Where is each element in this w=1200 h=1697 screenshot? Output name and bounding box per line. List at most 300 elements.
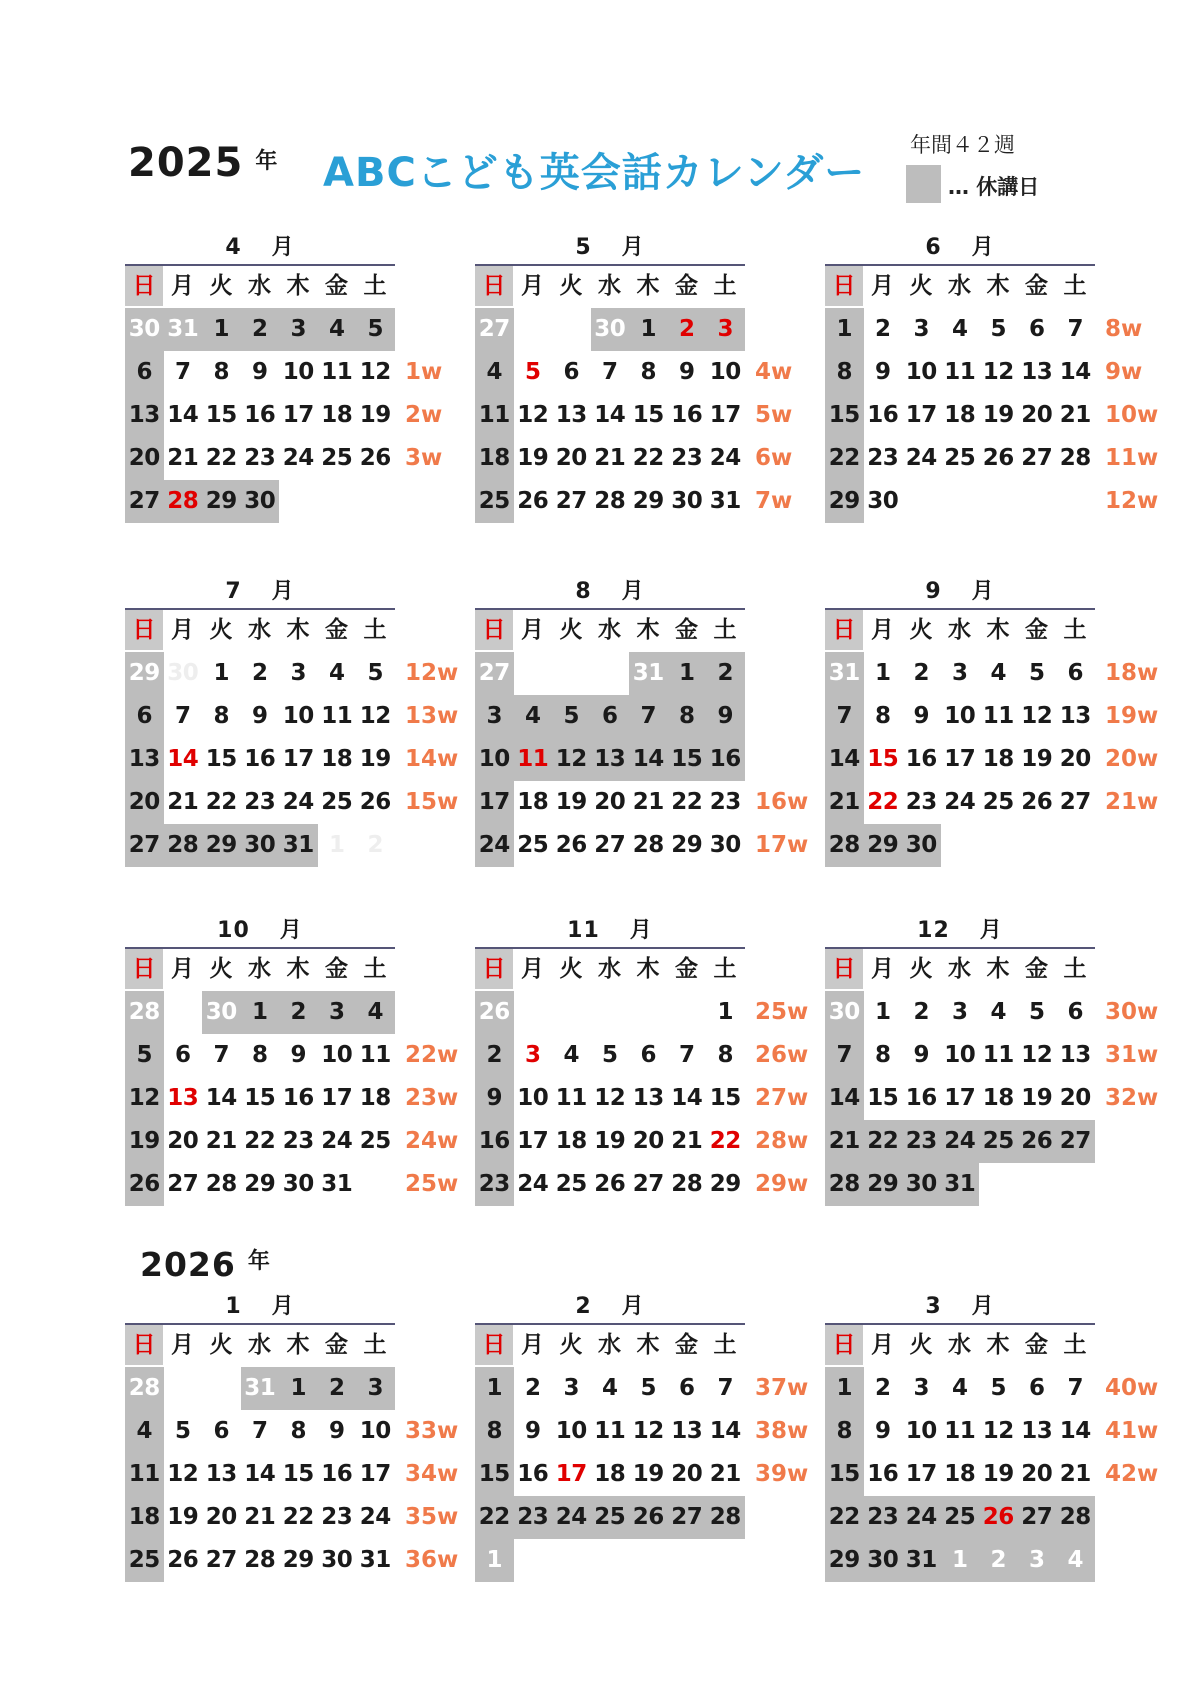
day-cell: 25 [475, 480, 514, 523]
weekday-label: 木 [636, 1332, 660, 1358]
day-cell: 11 [475, 394, 514, 437]
day-cell: 16 [517, 1461, 549, 1487]
weekday-label: 日 [825, 1325, 863, 1365]
day-cell: 21 [167, 445, 199, 471]
week-number-label: 1w [405, 359, 443, 385]
weekday-label: 日 [475, 610, 513, 650]
day-cell: 21 [825, 781, 864, 824]
day-cell: 27 [555, 488, 587, 514]
holiday-legend-swatch [906, 165, 941, 203]
week-number-label: 20w [1105, 746, 1159, 772]
day-cell: 5 [640, 1375, 656, 1401]
year-suffix: 年 [247, 1249, 270, 1274]
day-cell: 19 [555, 789, 587, 815]
empty-cell [202, 1367, 241, 1410]
day-cell: 2 [475, 1034, 514, 1077]
day-cell: 24 [282, 445, 314, 471]
day-cell: 21 [632, 789, 664, 815]
day-cell: 26 [517, 488, 549, 514]
weekday-label: 月 [171, 617, 194, 643]
day-cell: 13 [1059, 703, 1091, 729]
day-cell: 26 [359, 789, 391, 815]
day-cell: 10 [555, 1418, 587, 1444]
weekday-label: 月 [521, 273, 544, 299]
day-cell: 28 [205, 1171, 237, 1197]
day-cell: 13 [167, 1085, 199, 1111]
day-cell: 18 [982, 746, 1014, 772]
day-cell: 6 [1028, 1375, 1045, 1401]
day-cell: 26 [475, 991, 514, 1034]
day-cell: 23 [282, 1128, 314, 1154]
day-cell: 22 [205, 445, 237, 471]
day-cell: 5 [552, 695, 591, 738]
day-cell: 23 [475, 1163, 514, 1206]
month-title [475, 574, 745, 605]
day-cell: 24 [902, 1496, 941, 1539]
day-cell: 27 [125, 824, 164, 867]
month-title [475, 1289, 745, 1320]
day-cell: 25 [982, 789, 1014, 815]
holiday-legend-label: … 休講日 [948, 175, 1040, 199]
week-number-label: 29w [755, 1171, 809, 1197]
month-block [825, 230, 1185, 530]
weekday-header [125, 264, 395, 306]
week-number-label: 38w [755, 1418, 809, 1444]
day-cell: 22 [671, 789, 703, 815]
day-cell: 28 [1059, 445, 1091, 471]
week-number-label: 10w [1105, 402, 1159, 428]
day-cell: 10 [709, 359, 741, 385]
day-cell: 19 [632, 1461, 664, 1487]
day-cell: 13 [1059, 1042, 1091, 1068]
weekday-label: 火 [209, 273, 233, 299]
day-cell: 24 [517, 1171, 549, 1197]
day-cell: 4 [125, 1410, 164, 1453]
day-cell: 3 [951, 999, 968, 1025]
day-cell: 17 [905, 402, 937, 428]
day-cell: 19 [1021, 746, 1053, 772]
day-cell: 2 [913, 999, 929, 1025]
year-suffix: 年 [255, 149, 278, 174]
weekday-header [475, 1323, 745, 1365]
day-cell: 15 [282, 1461, 314, 1487]
weekday-label: 日 [825, 949, 863, 989]
day-cell: 9 [874, 359, 891, 385]
month-block [125, 230, 485, 530]
day-cell: 15 [825, 1453, 864, 1496]
day-cell: 8 [825, 351, 864, 394]
weekday-label: 月 [871, 1332, 894, 1358]
day-cell: 4 [951, 1375, 968, 1401]
day-cell: 24 [282, 789, 314, 815]
day-cell: 12 [552, 738, 591, 781]
day-cell: 17 [282, 402, 314, 428]
weekday-label: 土 [1063, 1332, 1087, 1358]
day-cell: 7 [825, 695, 864, 738]
month-block [825, 1289, 1185, 1589]
day-cell: 1 [874, 999, 891, 1025]
day-cell: 22 [244, 1128, 276, 1154]
day-cell: 11 [594, 1418, 626, 1444]
week-number-label: 40w [1105, 1375, 1159, 1401]
weekday-label: 木 [286, 617, 310, 643]
day-cell: 29 [125, 652, 164, 695]
day-cell: 7 [601, 359, 618, 385]
day-cell: 10 [282, 703, 314, 729]
day-cell: 30 [321, 1547, 353, 1573]
week-number-label: 12w [1105, 488, 1159, 514]
day-cell: 3 [1018, 1539, 1057, 1582]
day-cell: 20 [1021, 402, 1053, 428]
day-cell: 7 [629, 695, 668, 738]
weekday-label: 火 [909, 956, 933, 982]
day-cell: 7 [1067, 1375, 1083, 1401]
day-cell: 5 [524, 359, 541, 385]
day-cell: 11 [944, 1418, 976, 1444]
weekday-label: 火 [909, 617, 933, 643]
month-block [825, 913, 1185, 1213]
day-cell: 8 [213, 703, 229, 729]
weekday-label: 土 [713, 617, 737, 643]
day-cell: 21 [244, 1504, 276, 1530]
day-cell: 25 [125, 1539, 164, 1582]
month-title [125, 913, 395, 944]
day-cell: 20 [1059, 746, 1091, 772]
week-number-label: 25w [405, 1171, 459, 1197]
month-number: 11 [567, 918, 600, 943]
week-number-label: 13w [405, 703, 459, 729]
day-cell: 27 [1018, 1496, 1057, 1539]
day-cell: 24 [475, 824, 514, 867]
weekday-label: 水 [598, 617, 621, 643]
day-cell: 31 [709, 488, 741, 514]
month-suffix: 月 [629, 918, 653, 943]
weekday-header [475, 608, 745, 650]
day-cell: 26 [1021, 789, 1053, 815]
day-cell: 18 [125, 1496, 164, 1539]
day-cell: 13 [1021, 359, 1053, 385]
day-cell: 7 [174, 703, 191, 729]
week-number-label: 8w [1105, 316, 1143, 342]
weekday-label: 金 [1025, 956, 1048, 982]
day-cell: 2 [367, 832, 383, 858]
day-cell: 25 [941, 1496, 980, 1539]
weekday-label: 水 [598, 956, 621, 982]
day-cell: 9 [678, 359, 695, 385]
day-cell: 2 [251, 660, 268, 686]
weekday-label: 日 [475, 1325, 513, 1365]
day-cell: 16 [867, 402, 899, 428]
day-cell: 16 [905, 1085, 937, 1111]
day-cell: 11 [514, 738, 553, 781]
week-number-label: 26w [755, 1042, 809, 1068]
day-cell: 30 [671, 488, 703, 514]
day-cell: 20 [555, 445, 587, 471]
day-cell: 8 [874, 1042, 891, 1068]
day-cell: 16 [244, 746, 276, 772]
day-cell: 28 [244, 1547, 276, 1573]
day-cell: 24 [905, 445, 937, 471]
day-cell: 4 [951, 316, 968, 342]
day-cell: 12 [982, 1418, 1014, 1444]
weekday-label: 火 [559, 1332, 583, 1358]
month-title [825, 913, 1095, 944]
day-cell: 20 [205, 1504, 237, 1530]
month-number: 7 [225, 579, 242, 604]
day-cell: 26 [555, 832, 587, 858]
day-cell: 28 [594, 488, 626, 514]
week-number-label: 28w [755, 1128, 809, 1154]
week-number-label: 18w [1105, 660, 1159, 686]
day-cell: 30 [125, 308, 164, 351]
day-cell: 1 [825, 1367, 864, 1410]
week-number-label: 24w [405, 1128, 459, 1154]
day-cell: 29 [202, 824, 241, 867]
weekday-header [125, 1323, 395, 1365]
day-cell: 6 [1028, 316, 1045, 342]
day-cell: 18 [982, 1085, 1014, 1111]
day-cell: 16 [706, 738, 745, 781]
day-cell: 9 [913, 1042, 929, 1068]
day-cell: 8 [251, 1042, 268, 1068]
weekday-label: 金 [1025, 273, 1048, 299]
day-cell: 24 [944, 789, 976, 815]
day-cell: 1 [941, 1539, 980, 1582]
weekday-label: 日 [125, 266, 163, 306]
day-cell: 19 [359, 402, 391, 428]
day-cell: 9 [524, 1418, 541, 1444]
day-cell: 2 [241, 308, 280, 351]
day-cell: 19 [1021, 1085, 1053, 1111]
day-cell: 21 [167, 789, 199, 815]
day-cell: 13 [205, 1461, 237, 1487]
day-cell: 4 [990, 999, 1006, 1025]
day-cell: 1 [668, 652, 707, 695]
day-cell: 17 [555, 1461, 587, 1487]
day-cell: 18 [321, 402, 353, 428]
day-cell: 12 [517, 402, 549, 428]
year-number: 2025 [128, 140, 244, 186]
day-cell: 3 [356, 1367, 395, 1410]
weekday-label: 土 [713, 1332, 737, 1358]
day-cell: 10 [359, 1418, 391, 1444]
day-cell: 28 [1056, 1496, 1095, 1539]
day-cell: 10 [282, 359, 314, 385]
day-cell: 29 [825, 1539, 864, 1582]
year-heading-2026 [140, 1245, 270, 1284]
day-cell: 27 [475, 652, 514, 695]
day-cell: 3 [475, 695, 514, 738]
day-cell: 24 [709, 445, 741, 471]
calendar-title: ABCこども英会話カレンダー [323, 150, 866, 196]
day-cell: 4 [1056, 1539, 1095, 1582]
day-cell: 22 [867, 789, 899, 815]
day-cell: 26 [359, 445, 391, 471]
day-cell: 6 [640, 1042, 656, 1068]
day-cell: 28 [164, 824, 203, 867]
day-cell: 18 [359, 1085, 391, 1111]
day-cell: 14 [709, 1418, 741, 1444]
weekday-label: 火 [559, 956, 583, 982]
day-cell: 27 [205, 1547, 237, 1573]
day-cell: 16 [905, 746, 937, 772]
day-cell: 3 [279, 308, 318, 351]
day-cell: 30 [167, 660, 199, 686]
day-cell: 31 [241, 1367, 280, 1410]
weekday-label: 金 [675, 273, 698, 299]
day-cell: 25 [979, 1120, 1018, 1163]
day-cell: 5 [990, 316, 1006, 342]
day-cell: 6 [125, 351, 164, 394]
day-cell: 10 [517, 1085, 549, 1111]
day-cell: 17 [475, 781, 514, 824]
day-cell: 12 [594, 1085, 626, 1111]
month-block [125, 574, 485, 874]
weekday-label: 月 [871, 273, 894, 299]
day-cell: 19 [594, 1128, 626, 1154]
day-cell: 17 [321, 1085, 353, 1111]
day-cell: 23 [321, 1504, 353, 1530]
day-cell: 8 [290, 1418, 306, 1444]
day-cell: 4 [475, 351, 514, 394]
day-cell: 12 [125, 1077, 164, 1120]
weekday-label: 木 [286, 273, 310, 299]
month-number: 4 [225, 235, 242, 260]
day-cell: 14 [671, 1085, 703, 1111]
day-cell: 18 [594, 1461, 626, 1487]
day-cell: 3 [913, 1375, 929, 1401]
month-number: 10 [217, 918, 250, 943]
weekday-label: 水 [598, 1332, 621, 1358]
day-cell: 16 [282, 1085, 314, 1111]
day-cell: 6 [591, 695, 630, 738]
day-cell: 6 [563, 359, 579, 385]
day-cell: 31 [902, 1539, 941, 1582]
month-suffix: 月 [979, 918, 1003, 943]
day-cell: 5 [1028, 660, 1045, 686]
day-cell: 22 [632, 445, 664, 471]
day-cell: 7 [251, 1418, 268, 1444]
weekday-label: 木 [636, 617, 660, 643]
day-cell: 29 [632, 488, 664, 514]
day-cell: 9 [706, 695, 745, 738]
day-cell: 15 [205, 402, 237, 428]
weekday-label: 土 [363, 1332, 387, 1358]
weekday-label: 火 [559, 617, 583, 643]
week-number-label: 7w [755, 488, 793, 514]
day-cell: 29 [709, 1171, 741, 1197]
day-cell: 23 [671, 445, 703, 471]
day-cell: 23 [244, 789, 276, 815]
day-cell: 13 [125, 394, 164, 437]
day-cell: 27 [1056, 1120, 1095, 1163]
month-suffix: 月 [621, 579, 645, 604]
day-cell: 29 [282, 1547, 314, 1573]
day-cell: 17 [709, 402, 741, 428]
day-cell: 21 [1059, 1461, 1091, 1487]
day-cell: 29 [202, 480, 241, 523]
day-cell: 22 [205, 789, 237, 815]
day-cell: 21 [825, 1120, 864, 1163]
day-cell: 31 [941, 1163, 980, 1206]
day-cell: 18 [944, 402, 976, 428]
day-cell: 26 [594, 1171, 626, 1197]
week-number-label: 5w [755, 402, 793, 428]
weekday-label: 木 [986, 273, 1010, 299]
month-title [475, 230, 745, 261]
week-number-label: 32w [1105, 1085, 1159, 1111]
day-cell: 31 [279, 824, 318, 867]
day-cell: 2 [913, 660, 929, 686]
day-cell: 1 [475, 1539, 514, 1582]
weekday-label: 金 [325, 273, 348, 299]
day-cell: 5 [601, 1042, 618, 1068]
day-cell: 28 [825, 1163, 864, 1206]
day-cell: 4 [990, 660, 1006, 686]
day-cell: 30 [902, 824, 941, 867]
weekday-label: 日 [825, 266, 863, 306]
day-cell: 11 [321, 703, 353, 729]
weekday-label: 火 [209, 1332, 233, 1358]
day-cell: 4 [356, 991, 395, 1034]
day-cell: 14 [594, 402, 626, 428]
weekday-label: 金 [675, 956, 698, 982]
day-cell: 29 [864, 824, 903, 867]
month-title [825, 230, 1095, 261]
day-cell: 9 [874, 1418, 891, 1444]
month-number: 6 [925, 235, 942, 260]
day-cell: 28 [125, 991, 164, 1034]
weekday-label: 水 [948, 273, 971, 299]
day-cell: 23 [864, 1496, 903, 1539]
weekday-label: 水 [248, 273, 271, 299]
day-cell: 20 [125, 781, 164, 824]
day-cell: 18 [475, 437, 514, 480]
day-cell: 6 [213, 1418, 229, 1444]
weekday-label: 火 [209, 617, 233, 643]
month-title [825, 1289, 1095, 1320]
day-cell: 6 [1067, 660, 1083, 686]
day-cell: 13 [1021, 1418, 1053, 1444]
day-cell: 2 [524, 1375, 541, 1401]
day-cell: 26 [982, 445, 1014, 471]
day-cell: 14 [629, 738, 668, 781]
weekday-header [125, 947, 395, 989]
day-cell: 15 [867, 746, 899, 772]
day-cell: 10 [944, 703, 976, 729]
day-cell: 4 [514, 695, 553, 738]
day-cell: 5 [125, 1034, 164, 1077]
month-block [825, 574, 1185, 874]
week-number-label: 17w [755, 832, 809, 858]
annual-weeks-label: 年間４２週 [910, 133, 1015, 157]
day-cell: 25 [517, 832, 549, 858]
month-block [475, 574, 835, 874]
weekday-header [475, 947, 745, 989]
empty-cell [591, 991, 630, 1034]
day-cell: 2 [279, 991, 318, 1034]
weekday-label: 火 [209, 956, 233, 982]
day-cell: 11 [321, 359, 353, 385]
weekday-label: 金 [1025, 617, 1048, 643]
day-cell: 23 [905, 789, 937, 815]
week-number-label: 2w [405, 402, 443, 428]
day-cell: 14 [244, 1461, 276, 1487]
day-cell: 3 [290, 660, 306, 686]
day-cell: 15 [825, 394, 864, 437]
day-cell: 30 [902, 1163, 941, 1206]
weekday-label: 月 [171, 956, 194, 982]
